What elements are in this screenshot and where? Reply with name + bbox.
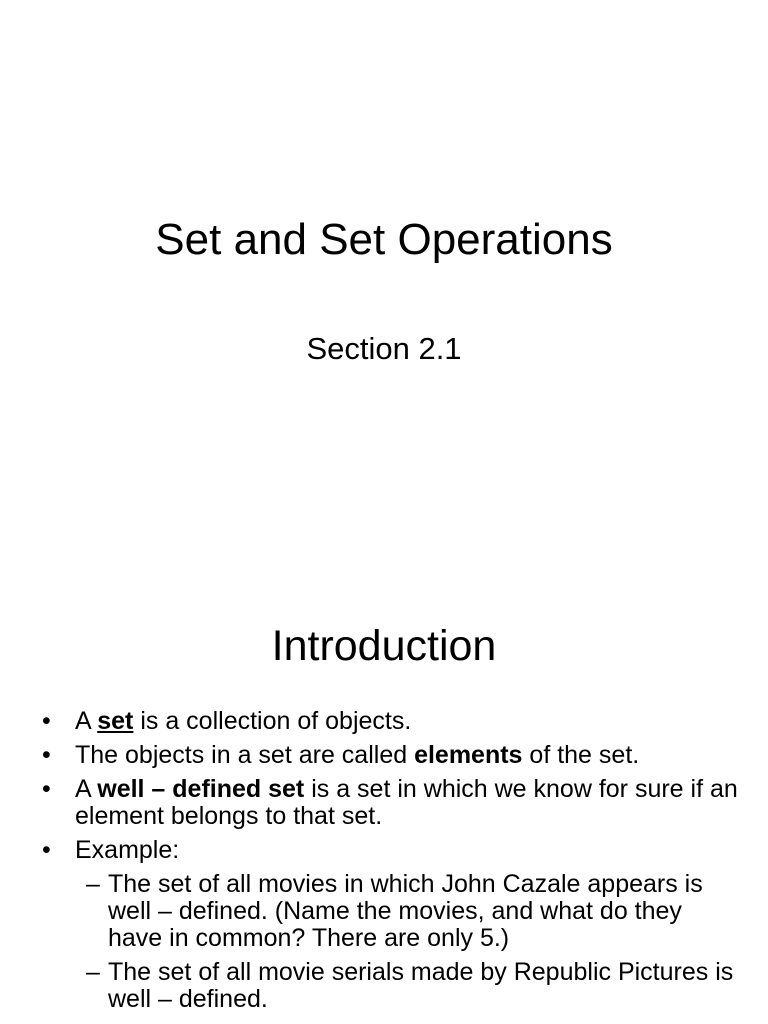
bullet-text-pre: The objects in a set are called [75,741,415,769]
sub-bullet-text: The set of all movies in which John Cazale appears is well – defined. (Name the movies, and what do they have in common? There are only 5.) [108,870,703,952]
slide-subtitle: Section 2.1 [306,331,462,366]
term-set: set [97,707,134,735]
bullet-item-elements [0,742,768,769]
bullet-icon: • [42,707,51,735]
bullet-text-pre: A [75,775,98,803]
sub-bullet-john-cazale [0,871,768,952]
bullet-text-pre: A [75,707,98,735]
bullet-item-example [0,837,768,864]
bullet-item-well-defined [0,776,768,830]
sub-bullet-text: The set of all movie serials made by Republic Pictures is well – defined. [108,958,734,1013]
bullet-text-post: is a collection of objects. [133,707,412,735]
bullet-icon: • [42,836,51,864]
bullet-text: Example: [75,836,180,864]
introduction-heading: Introduction [271,622,497,670]
dash-icon: – [86,870,100,898]
bullet-icon: • [42,741,51,769]
bullet-icon: • [42,775,51,803]
sub-bullet-republic-pictures [0,959,768,1013]
dash-icon: – [86,958,100,986]
bullet-item-set-definition [0,708,768,735]
slide-title-heading: Set and Set Operations [155,215,613,264]
term-well-defined-set: well – defined set [97,775,305,803]
bullet-list [0,708,768,1020]
term-elements: elements [414,741,523,769]
slide-introduction [0,576,768,1024]
bullet-text-post: is a set in which we know for sure if an element belongs to that set. [75,775,738,830]
bullet-text-post: of the set. [522,741,640,769]
